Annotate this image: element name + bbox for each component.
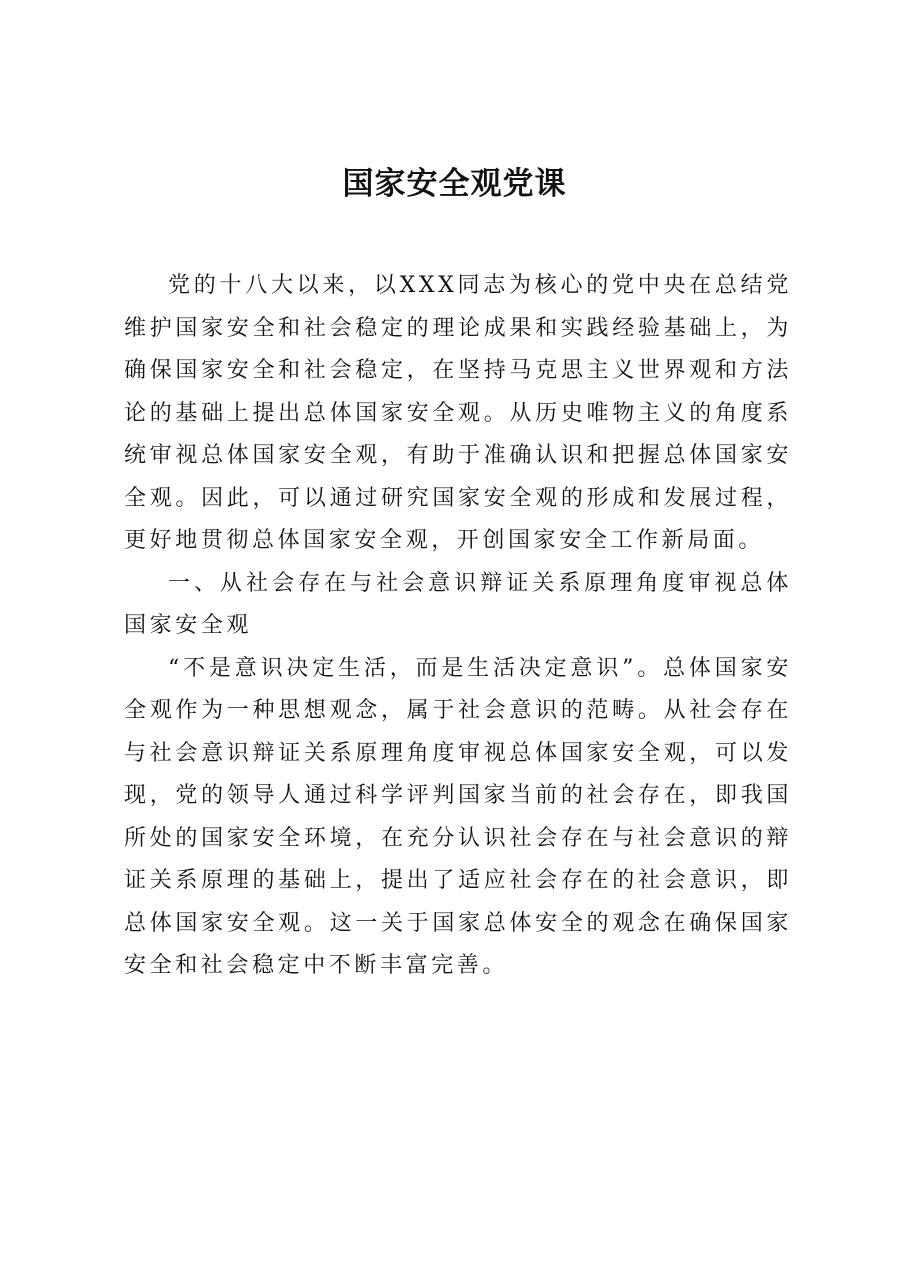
section-heading-1: 一、从社会存在与社会意识辩证关系原理角度审视总体国家安全观: [124, 570, 792, 638]
paragraph-section-1: “不是意识决定生活，而是生活决定意识”。总体国家安全观作为一种思想观念，属于社会意识的范畴。从社会存在与社会意识辩证关系原理角度审视总体国家安全观，可以发现，党的领导人通过科学评判国家当前的社会存在，即我国所处的国家安全环境，在充分认识社会存在与社会意识的辩证关系原理的基础上，提出了适应社会存在的社会意识，即总体国家安全观。这一关于国家总体安全的观念在确保国家安全和社会稳定中不断丰富完善。: [124, 655, 792, 978]
document-title: 国家安全观党课: [342, 166, 567, 202]
document-body: [124, 265, 792, 988]
paragraph-intro: 党的十八大以来，以XXX同志为核心的党中央在总结党维护国家安全和社会稳定的理论成果和实践经验基础上，为确保国家安全和社会稳定，在坚持马克思主义世界观和方法论的基础上提出总体国家安全观。从历史唯物主义的角度系统审视总体国家安全观，有助于准确认识和把握总体国家安全观。因此，可以通过研究国家安全观的形成和发展过程，更好地贯彻总体国家安全观，开创国家安全工作新局面。: [124, 273, 792, 553]
